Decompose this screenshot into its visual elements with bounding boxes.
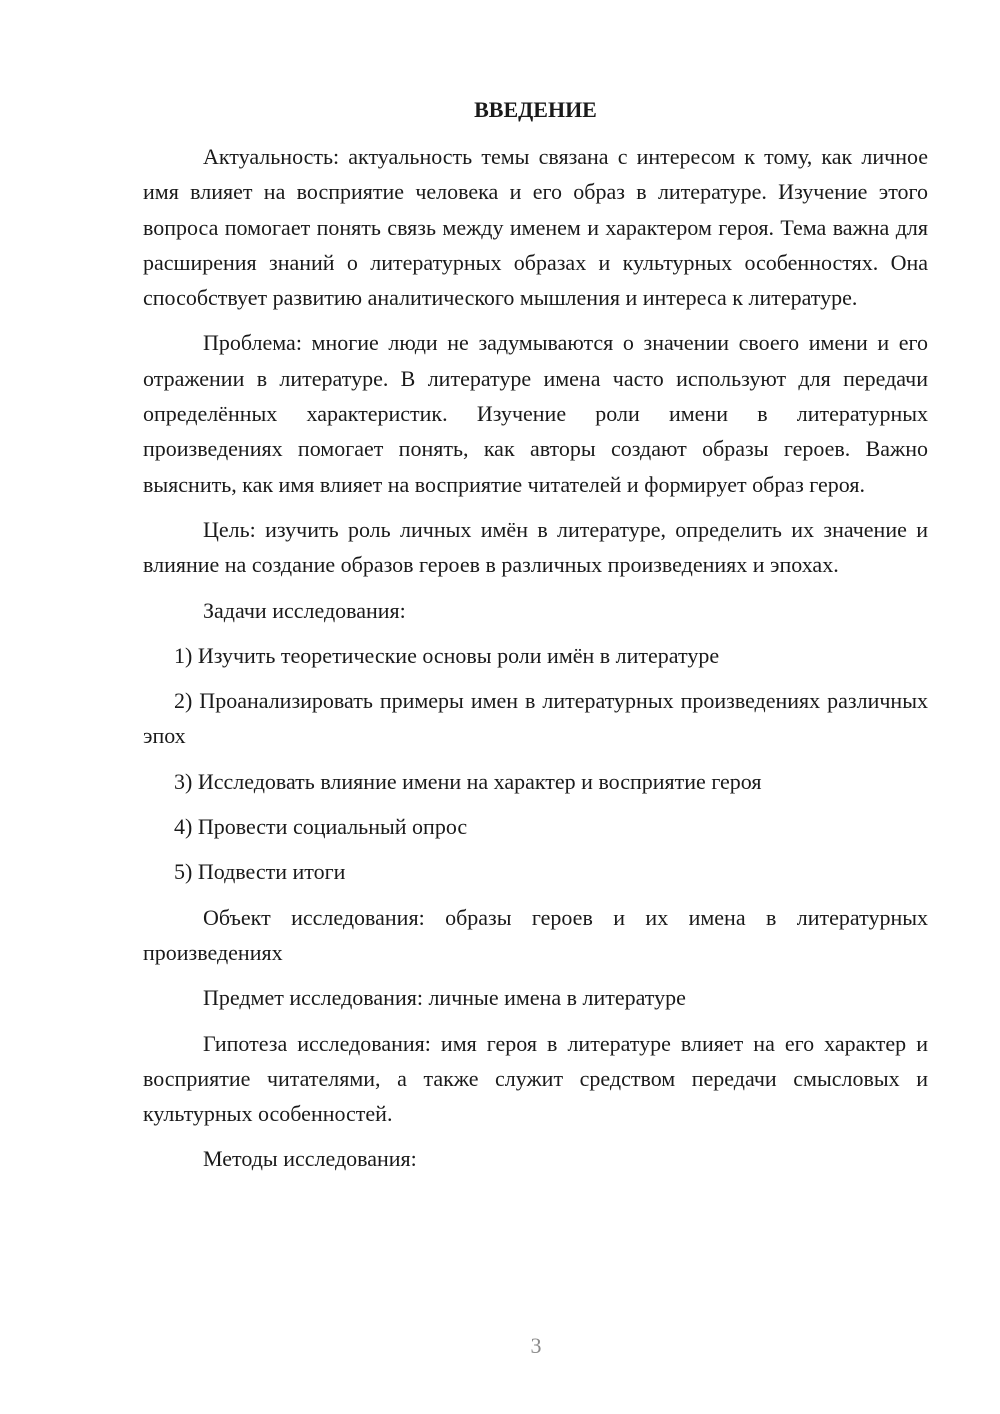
subject-paragraph: Предмет исследования: личные имена в литературе xyxy=(203,985,686,1011)
relevance-paragraph: Актуальность: актуальность темы связана с интересом к тому, как личное имя влияет на восприятие человека и его образ в литературе. Изучение этого вопроса помогает понять связь между именем и характером героя. Тема важна для расширения знаний о литературных образах и культурных особенностях. Она способствует развитию аналитического мышления и интереса к литературе. xyxy=(143,144,928,311)
task-item-1: 1) Изучить теоретические основы роли имён в литературе xyxy=(174,642,720,668)
hypothesis-paragraph: Гипотеза исследования: имя героя в литературе влияет на его характер и восприятие читателями, а также служит средством передачи смысловых и культурных особенностей. xyxy=(143,1030,928,1127)
object-paragraph: Объект исследования: образы героев и их имена в литературных произведениях xyxy=(143,904,928,965)
tasks-heading: Задачи исследования: xyxy=(203,597,406,623)
goal-paragraph: Цель: изучить роль личных имён в литературе, определить их значение и влияние на создание образов героев в различных произведениях и эпохах. xyxy=(143,516,928,578)
page-number: 3 xyxy=(530,1333,542,1358)
document-page xyxy=(143,92,928,1187)
section-title: ВВЕДЕНИЕ xyxy=(474,97,597,122)
task-item-5: 5) Подвести итоги xyxy=(174,859,346,885)
task-item-4: 4) Провести социальный опрос xyxy=(174,814,468,840)
task-item-3: 3) Исследовать влияние имени на характер и восприятие героя xyxy=(174,768,762,794)
problem-paragraph: Проблема: многие люди не задумываются о значении своего имени и его отражении в литературе. В литературе имена часто используют для передачи определённых характеристик. Изучение роли имени в литературных произведениях помогает понять, как авторы создают образы героев. Важно выяснить, как имя влияет на восприятие читателей и формирует образ героя. xyxy=(143,330,928,497)
methods-heading: Методы исследования: xyxy=(203,1146,417,1172)
task-item-2: 2) Проанализировать примеры имен в литературных произведениях различных эпох xyxy=(143,688,928,749)
